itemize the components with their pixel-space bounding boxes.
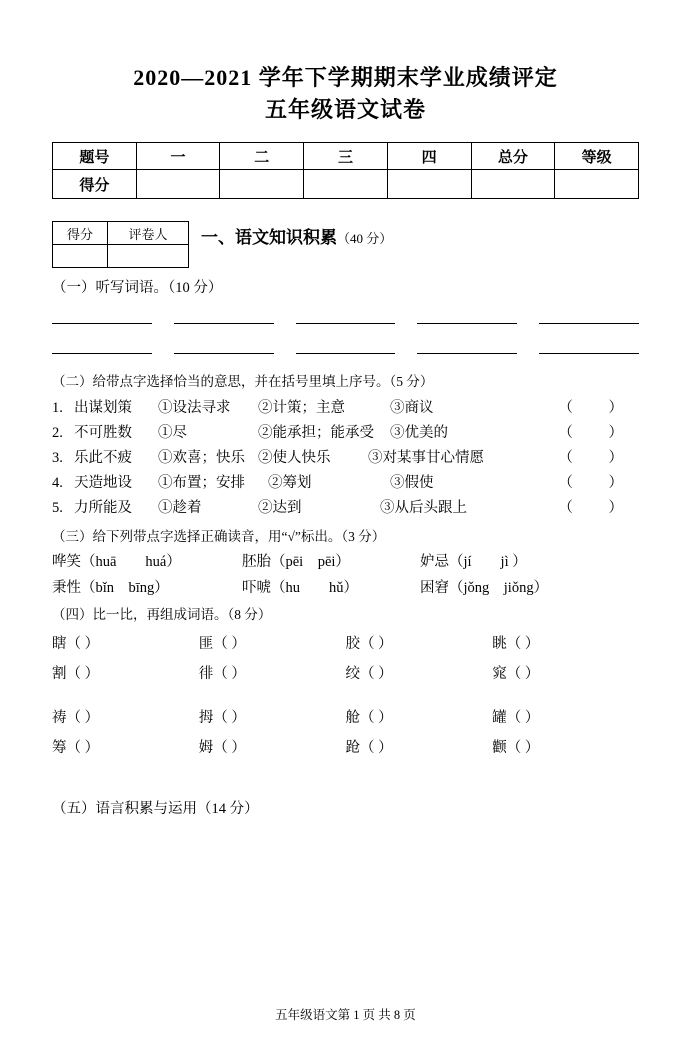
word-cell[interactable]: 胶（ ） [345,636,393,652]
word-cell[interactable]: 祷（ ） [52,710,100,726]
item-option[interactable]: ①趁着 [158,500,202,516]
pinyin-item[interactable]: 困窘（jǒng jiǒng） [420,580,549,596]
pinyin-item[interactable]: 胚胎（pēi pēi） [242,554,350,570]
item-option[interactable]: ③优美的 [390,425,448,441]
word-cell[interactable]: 拇（ ） [198,710,246,726]
item-stem: 力所能及 [74,500,132,516]
part-3-heading: （三）给下列带点字选择正确读音，用“√”标出。（3 分） [52,529,386,544]
item-answer-bracket[interactable]: （ ） [558,400,639,416]
score-table-header-row [53,143,639,170]
item-option[interactable]: ③商议 [390,400,434,416]
word-row [52,703,639,733]
item-option[interactable]: ③从后头跟上 [380,500,467,516]
part-1-heading: （一）听写词语。（10 分） [52,280,223,296]
item-option[interactable]: ②使人快乐 [258,450,331,466]
row-spacer [52,689,639,703]
marker-box-header-row [53,222,189,245]
word-cell[interactable]: 徘（ ） [198,666,246,682]
item-number: 1. [52,400,63,416]
word-cell[interactable]: 筹（ ） [52,740,100,756]
pinyin-item[interactable]: 吓唬（hu hǔ） [242,580,358,596]
item-option[interactable]: ①布置；安排 [158,475,245,491]
item-option[interactable]: ①欢喜；快乐 [158,450,245,466]
word-cell[interactable]: 姆（ ） [198,740,246,756]
score-table-header-cell: 一 [136,143,220,170]
dictation-line-row [52,310,639,324]
section-1-head [52,221,639,268]
part-3-rows [52,549,639,601]
score-table-blank-cell[interactable] [304,170,388,199]
part-4-grid [52,629,639,763]
marker-grader-label: 评卷人 [108,222,189,245]
pinyin-row [52,549,639,575]
item-number: 5. [52,500,63,516]
word-cell[interactable]: 颧（ ） [492,740,540,756]
item-option[interactable]: ③对某事甘心情愿 [368,450,484,466]
score-table-header-cell: 二 [220,143,304,170]
item-stem: 天造地设 [74,475,132,491]
item-answer-bracket[interactable]: （ ） [558,500,639,516]
word-cell[interactable]: 跄（ ） [345,740,393,756]
item-answer-bracket[interactable]: （ ） [558,475,639,491]
word-cell[interactable]: 眺（ ） [492,636,540,652]
dictation-blank[interactable] [52,340,152,354]
page-title [52,62,639,126]
score-table-row-label: 得分 [53,170,137,199]
score-table-header-cell: 三 [304,143,388,170]
score-table-value-row [53,170,639,199]
dictation-blank[interactable] [296,310,396,324]
dictation-blank[interactable] [174,310,274,324]
item-answer-bracket[interactable]: （ ） [558,450,639,466]
word-cell[interactable]: 瞎（ ） [52,636,100,652]
exam-page [0,62,691,1041]
item-option[interactable]: ③假使 [390,475,434,491]
score-table-blank-cell[interactable] [555,170,639,199]
section-1-points: （40 分） [337,231,393,246]
item-option[interactable]: ①设法寻求 [158,400,231,416]
word-cell[interactable]: 绞（ ） [345,666,393,682]
score-table-header-cell: 四 [387,143,471,170]
word-row [52,733,639,763]
marker-box-value-row [53,245,189,268]
score-table-header-cell: 等级 [555,143,639,170]
list-item [52,496,639,521]
score-table [52,142,639,199]
dictation-blank[interactable] [539,340,639,354]
item-option[interactable]: ②计策；主意 [258,400,345,416]
page-footer: 五年级语文第 1 页 共 8 页 [275,1008,416,1022]
pinyin-item[interactable]: 哗笑（huā huá） [52,554,181,570]
section-1-title [201,221,392,248]
score-table-blank-cell[interactable] [387,170,471,199]
word-row [52,659,639,689]
word-cell[interactable]: 匪（ ） [198,636,246,652]
marker-score-label: 得分 [53,222,108,245]
word-cell[interactable]: 割（ ） [52,666,100,682]
item-option[interactable]: ②筹划 [268,475,312,491]
title-line-2: 五年级语文试卷 [264,97,426,122]
marker-grader-value[interactable] [108,245,189,268]
item-stem: 乐此不疲 [74,450,132,466]
part-4-heading: （四）比一比，再组成词语。（8 分） [52,607,272,622]
section-1-title-text: 一、语文知识积累 [201,228,337,247]
pinyin-row [52,575,639,601]
list-item [52,421,639,446]
list-item [52,396,639,421]
dictation-blank[interactable] [417,310,517,324]
list-item [52,446,639,471]
marker-box [52,221,189,268]
pinyin-item[interactable]: 秉性（bǐn bīng） [52,580,169,596]
title-line-1: 2020—2021 学年下学期期末学业成绩评定 [133,65,558,90]
item-stem: 不可胜数 [74,425,132,441]
dictation-blank[interactable] [296,340,396,354]
dictation-blank[interactable] [52,310,152,324]
item-number: 4. [52,475,63,491]
dictation-blank[interactable] [539,310,639,324]
item-option[interactable]: ①尽 [158,425,187,441]
dictation-blank[interactable] [174,340,274,354]
item-number: 3. [52,450,63,466]
item-option[interactable]: ②达到 [258,500,302,516]
score-table-blank-cell[interactable] [471,170,555,199]
dictation-answer-area [52,310,639,354]
list-item [52,471,639,496]
item-answer-bracket[interactable]: （ ） [558,425,639,441]
part-5-heading: （五）语言积累与运用（14 分） [52,801,259,817]
word-row [52,629,639,659]
part-2-list [52,396,639,521]
word-cell[interactable]: 舱（ ） [345,710,393,726]
item-stem: 出谋划策 [74,400,132,416]
score-table-blank-cell[interactable] [220,170,304,199]
dictation-blank[interactable] [417,340,517,354]
pinyin-item[interactable]: 妒忌（jí jì ） [420,554,527,570]
part-2-heading: （二）给带点字选择恰当的意思，并在括号里填上序号。（5 分） [52,374,434,389]
score-table-header-cell: 题号 [53,143,137,170]
item-option[interactable]: ②能承担；能承受 [258,425,374,441]
marker-score-value[interactable] [53,245,108,268]
score-table-blank-cell[interactable] [136,170,220,199]
word-cell[interactable]: 罐（ ） [492,710,540,726]
item-number: 2. [52,425,63,441]
score-table-header-cell: 总分 [471,143,555,170]
dictation-line-row [52,340,639,354]
word-cell[interactable]: 窕（ ） [492,666,540,682]
